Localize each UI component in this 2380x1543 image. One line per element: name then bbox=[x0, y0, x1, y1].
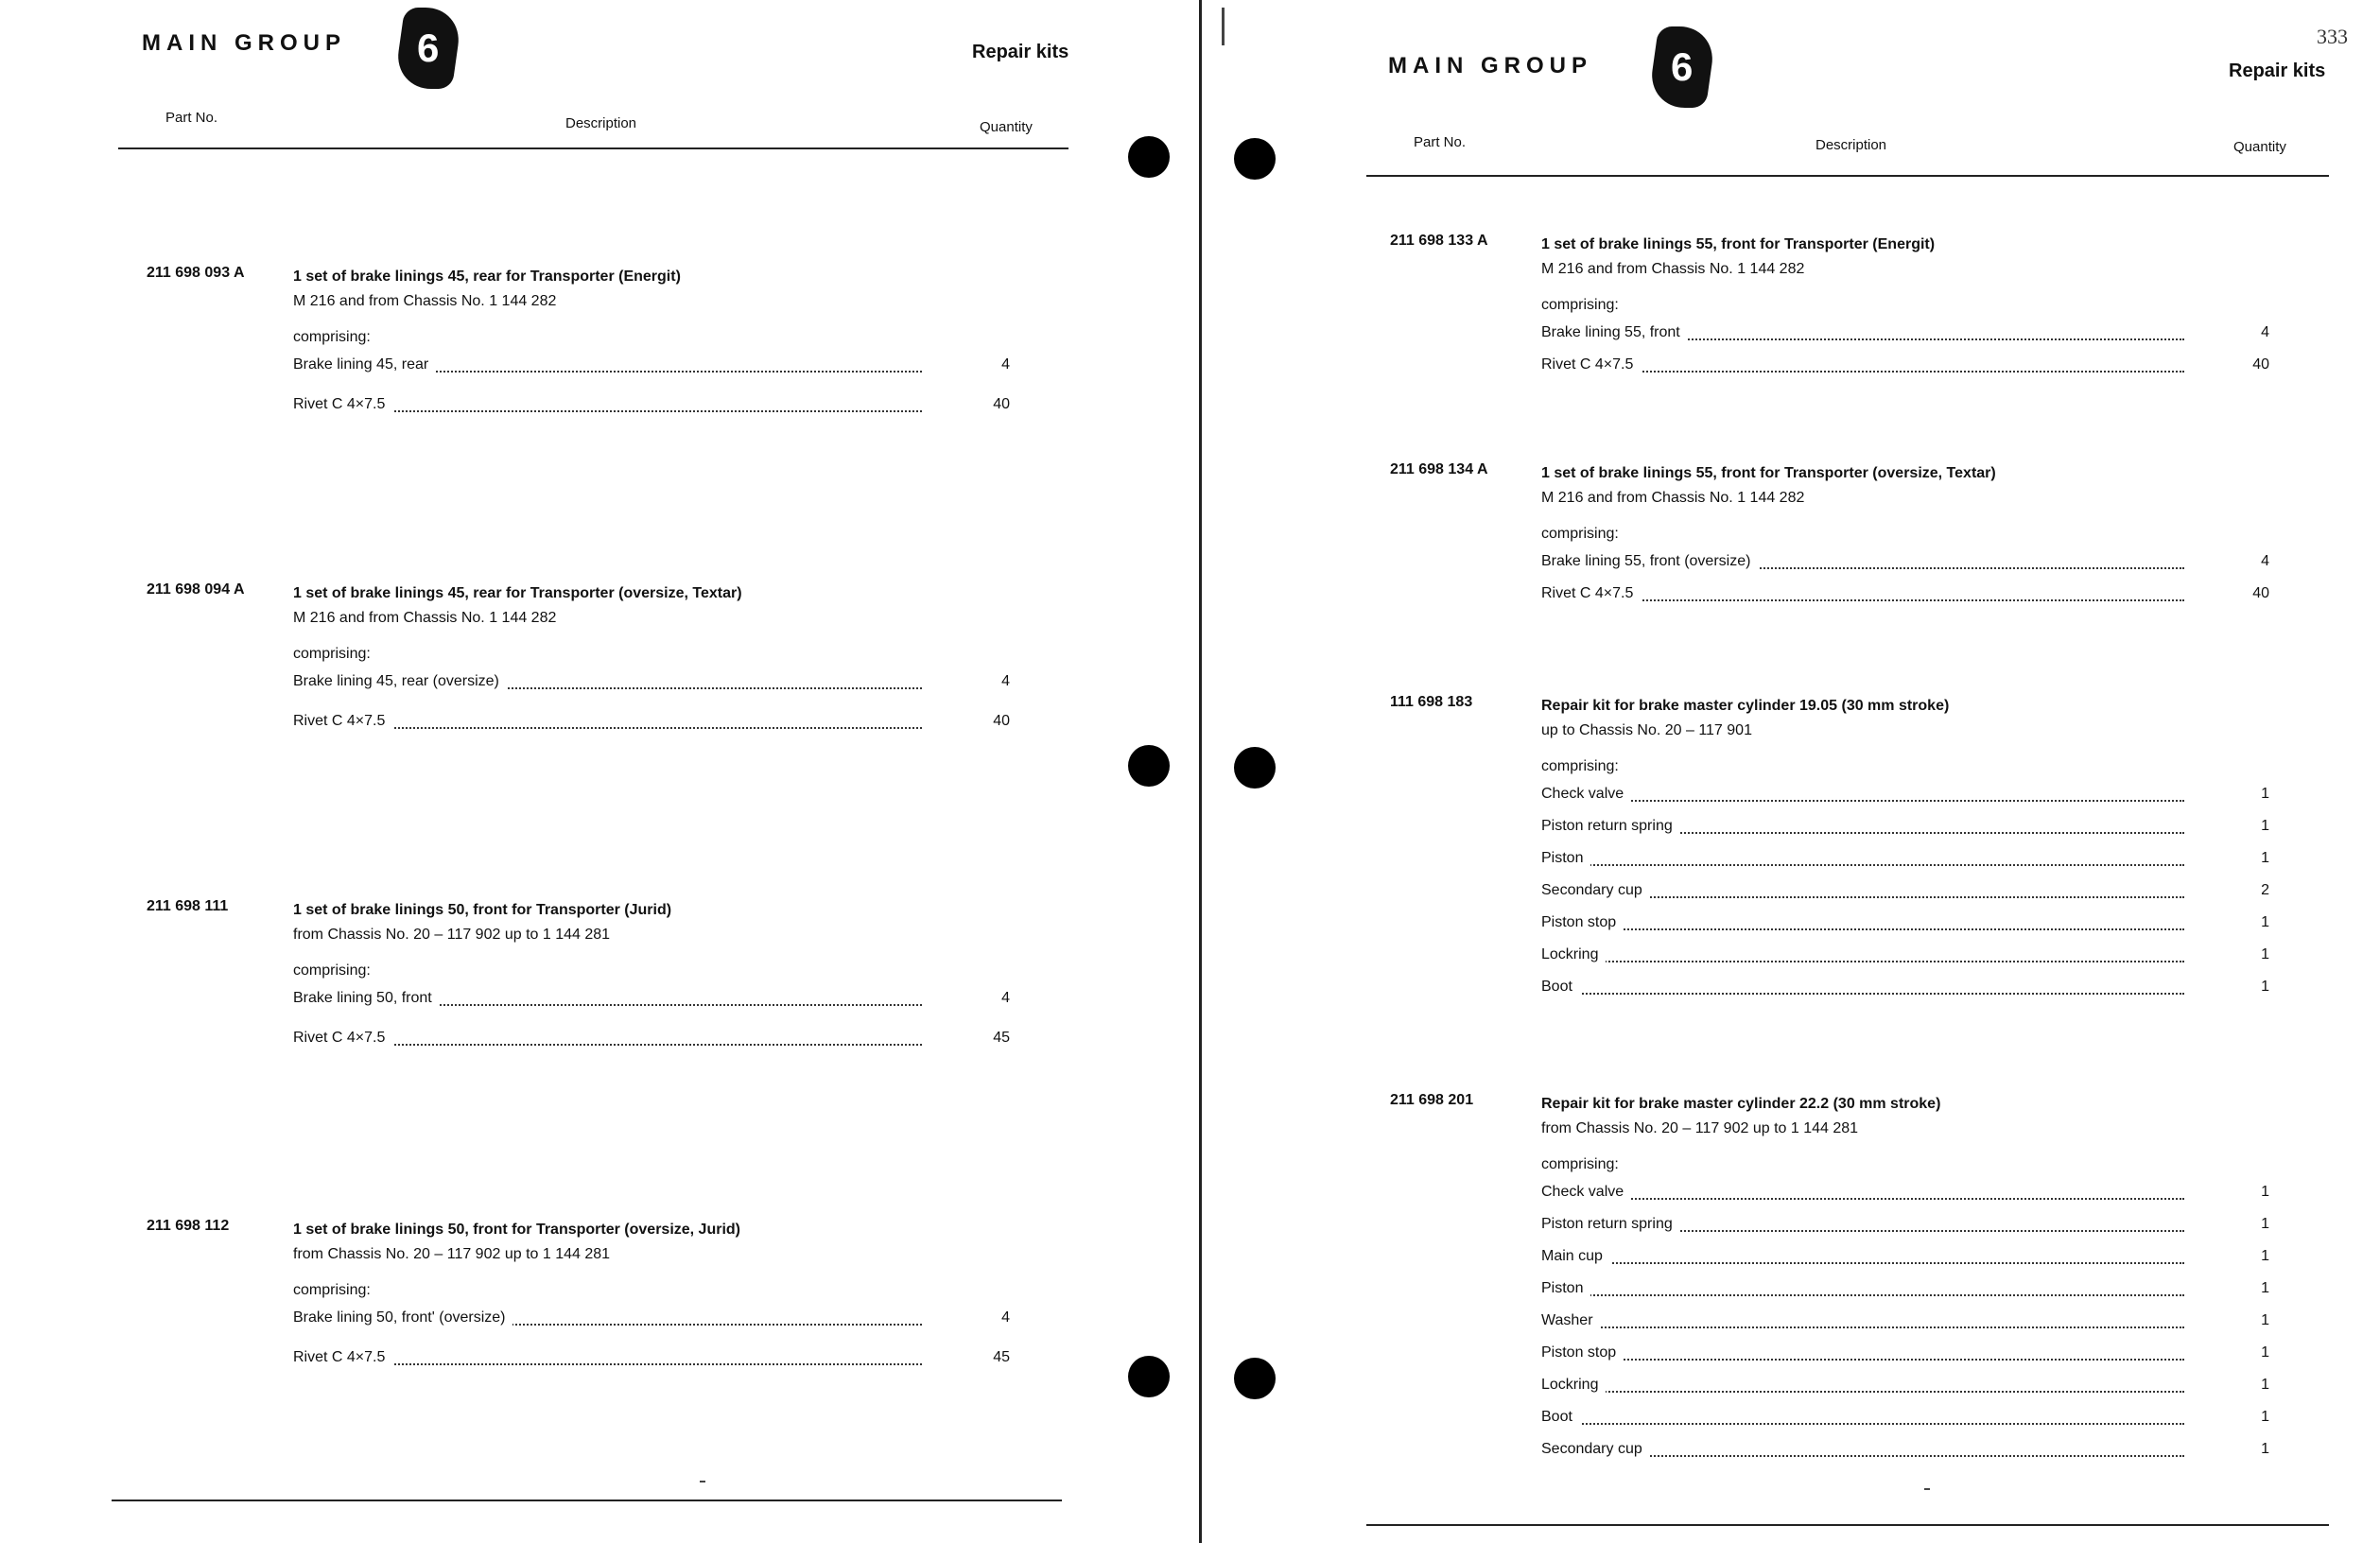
dot-leader bbox=[1541, 915, 2184, 930]
kit-subtitle: up to Chassis No. 20 – 117 901 bbox=[1541, 722, 1752, 738]
component-row bbox=[1541, 843, 2269, 876]
scan-speck bbox=[1924, 1488, 1930, 1490]
component-quantity: 1 bbox=[2261, 1184, 2269, 1200]
part-number: 111 698 183 bbox=[1390, 694, 1473, 710]
component-name: Brake lining 50, front bbox=[293, 990, 440, 1007]
part-number: 211 698 201 bbox=[1390, 1092, 1474, 1108]
component-name: Rivet C 4×7.5 bbox=[1541, 585, 1641, 602]
dot-leader bbox=[1541, 851, 2184, 866]
component-row bbox=[1541, 546, 2269, 579]
kit-subtitle: M 216 and from Chassis No. 1 144 282 bbox=[293, 610, 557, 626]
col-quantity: Quantity bbox=[980, 119, 1033, 135]
component-quantity: 1 bbox=[2261, 1248, 2269, 1264]
kit-description bbox=[1541, 461, 2269, 611]
component-row bbox=[1541, 1306, 2269, 1338]
dot-leader bbox=[1541, 787, 2184, 802]
kit-title: 1 set of brake linings 45, rear for Transporter (oversize, Textar) bbox=[293, 585, 742, 601]
component-name: Secondary cup bbox=[1541, 1441, 1650, 1458]
component-row bbox=[1541, 1209, 2269, 1241]
component-quantity: 1 bbox=[2261, 1216, 2269, 1232]
kit-title: 1 set of brake linings 50, front for Transporter (oversize, Jurid) bbox=[293, 1222, 740, 1238]
comprising-label: comprising: bbox=[293, 1282, 371, 1298]
component-row bbox=[1541, 1434, 2269, 1466]
component-row bbox=[1541, 779, 2269, 811]
component-name: Check valve bbox=[1541, 786, 1631, 803]
group-number-badge bbox=[1647, 26, 1717, 108]
component-quantity: 45 bbox=[993, 1349, 1010, 1365]
component-row bbox=[293, 706, 1010, 746]
dot-leader bbox=[1541, 1378, 2184, 1393]
component-row bbox=[1541, 1370, 2269, 1402]
component-name: Brake lining 45, rear (oversize) bbox=[293, 673, 507, 690]
col-quantity: Quantity bbox=[2233, 139, 2286, 155]
component-quantity: 4 bbox=[2261, 324, 2269, 340]
component-name: Brake lining 55, front bbox=[1541, 324, 1688, 341]
binder-hole bbox=[1128, 1356, 1170, 1397]
component-row bbox=[293, 1343, 1010, 1382]
component-name: Piston stop bbox=[1541, 1344, 1624, 1361]
component-name: Rivet C 4×7.5 bbox=[293, 1349, 392, 1366]
component-name: Rivet C 4×7.5 bbox=[293, 1030, 392, 1047]
component-row bbox=[1541, 972, 2269, 1004]
binder-hole bbox=[1234, 1358, 1276, 1399]
group-number: 6 bbox=[417, 26, 440, 70]
component-name: Piston stop bbox=[1541, 914, 1624, 931]
component-name: Rivet C 4×7.5 bbox=[293, 396, 392, 413]
component-quantity: 4 bbox=[1001, 673, 1010, 689]
component-quantity: 40 bbox=[2252, 356, 2269, 373]
dot-leader bbox=[1541, 1281, 2184, 1296]
header-rule bbox=[118, 147, 1068, 149]
component-quantity: 4 bbox=[1001, 1309, 1010, 1326]
footer-rule bbox=[1366, 1524, 2329, 1526]
comprising-label: comprising: bbox=[293, 329, 371, 345]
component-name: Secondary cup bbox=[1541, 882, 1650, 899]
component-row bbox=[1541, 908, 2269, 940]
kit-title: 1 set of brake linings 55, front for Transporter (oversize, Textar) bbox=[1541, 465, 1996, 481]
kit-description bbox=[293, 265, 1010, 429]
component-row bbox=[293, 350, 1010, 390]
binder-hole bbox=[1128, 136, 1170, 178]
component-quantity: 4 bbox=[2261, 553, 2269, 569]
component-row bbox=[293, 1303, 1010, 1343]
component-quantity: 40 bbox=[2252, 585, 2269, 601]
col-description: Description bbox=[1815, 137, 1887, 153]
component-row bbox=[1541, 1177, 2269, 1209]
component-row bbox=[293, 1023, 1010, 1063]
kit-description bbox=[1541, 694, 2269, 1004]
component-row bbox=[1541, 876, 2269, 908]
part-number: 211 698 094 A bbox=[147, 581, 245, 598]
scan-speck bbox=[700, 1481, 705, 1482]
binder-hole bbox=[1128, 745, 1170, 787]
component-name: Lockring bbox=[1541, 946, 1606, 963]
component-quantity: 2 bbox=[2261, 882, 2269, 898]
component-name: Brake lining 50, front' (oversize) bbox=[293, 1309, 512, 1326]
main-group-label: MAIN GROUP bbox=[142, 30, 346, 56]
kit-description bbox=[293, 581, 1010, 746]
dot-leader bbox=[1541, 980, 2184, 995]
kit-title: 1 set of brake linings 55, front for Transporter (Energit) bbox=[1541, 236, 1936, 252]
component-name: Piston bbox=[1541, 1280, 1590, 1297]
component-row bbox=[1541, 579, 2269, 611]
component-quantity: 45 bbox=[993, 1030, 1010, 1046]
part-number: 211 698 112 bbox=[147, 1218, 230, 1234]
dot-leader bbox=[1541, 1410, 2184, 1425]
component-row bbox=[1541, 350, 2269, 382]
comprising-label: comprising: bbox=[293, 962, 371, 979]
component-quantity: 1 bbox=[2261, 1377, 2269, 1393]
kit-description bbox=[293, 1218, 1010, 1382]
kit-subtitle: M 216 and from Chassis No. 1 144 282 bbox=[1541, 261, 1805, 277]
dot-leader bbox=[1541, 1185, 2184, 1200]
component-name: Rivet C 4×7.5 bbox=[293, 713, 392, 730]
component-name: Rivet C 4×7.5 bbox=[1541, 356, 1641, 373]
section-title: Repair kits bbox=[972, 42, 1069, 62]
section-title: Repair kits bbox=[2229, 61, 2326, 81]
component-name: Washer bbox=[1541, 1312, 1601, 1329]
kit-description bbox=[1541, 1092, 2269, 1466]
dot-leader bbox=[1541, 947, 2184, 962]
header-rule bbox=[1366, 175, 2329, 177]
component-name: Check valve bbox=[1541, 1184, 1631, 1201]
kit-subtitle: from Chassis No. 20 – 117 902 up to 1 144 281 bbox=[293, 927, 611, 943]
group-number-badge bbox=[393, 8, 463, 89]
comprising-label: comprising: bbox=[293, 646, 371, 662]
kit-title: 1 set of brake linings 45, rear for Transporter (Energit) bbox=[293, 269, 681, 285]
dot-leader bbox=[1541, 1313, 2184, 1328]
kit-subtitle: M 216 and from Chassis No. 1 144 282 bbox=[1541, 490, 1805, 506]
kit-subtitle: M 216 and from Chassis No. 1 144 282 bbox=[293, 293, 557, 309]
component-quantity: 1 bbox=[2261, 1280, 2269, 1296]
component-row bbox=[1541, 811, 2269, 843]
component-quantity: 1 bbox=[2261, 850, 2269, 866]
col-part-no: Part No. bbox=[1414, 134, 1467, 150]
right-page bbox=[1201, 0, 2380, 1543]
component-quantity: 1 bbox=[2261, 1312, 2269, 1328]
component-row bbox=[1541, 1338, 2269, 1370]
component-quantity: 1 bbox=[2261, 1409, 2269, 1425]
component-row bbox=[1541, 1241, 2269, 1274]
component-name: Lockring bbox=[1541, 1377, 1606, 1394]
component-quantity: 40 bbox=[993, 713, 1010, 729]
kit-subtitle: from Chassis No. 20 – 117 902 up to 1 144 281 bbox=[1541, 1120, 1859, 1136]
component-quantity: 1 bbox=[2261, 914, 2269, 930]
component-row bbox=[1541, 940, 2269, 972]
component-row bbox=[1541, 1274, 2269, 1306]
group-number: 6 bbox=[1671, 44, 1694, 89]
component-row bbox=[293, 983, 1010, 1023]
component-quantity: 1 bbox=[2261, 1344, 2269, 1361]
component-name: Boot bbox=[1541, 979, 1580, 996]
component-quantity: 1 bbox=[2261, 979, 2269, 995]
part-number: 211 698 133 A bbox=[1390, 233, 1488, 249]
comprising-label: comprising: bbox=[1541, 758, 1619, 774]
component-name: Piston return spring bbox=[1541, 1216, 1680, 1233]
component-quantity: 1 bbox=[2261, 818, 2269, 834]
dot-leader bbox=[1541, 1345, 2184, 1361]
component-quantity: 1 bbox=[2261, 946, 2269, 962]
component-name: Main cup bbox=[1541, 1248, 1610, 1265]
component-name: Piston bbox=[1541, 850, 1590, 867]
part-number: 211 698 134 A bbox=[1390, 461, 1488, 477]
part-number: 211 698 093 A bbox=[147, 265, 245, 281]
kit-description bbox=[293, 898, 1010, 1063]
kit-title: 1 set of brake linings 50, front for Transporter (Jurid) bbox=[293, 902, 672, 918]
binder-hole bbox=[1234, 747, 1276, 789]
component-quantity: 1 bbox=[2261, 1441, 2269, 1457]
component-row bbox=[293, 390, 1010, 429]
comprising-label: comprising: bbox=[1541, 526, 1619, 542]
comprising-label: comprising: bbox=[1541, 1156, 1619, 1172]
component-name: Boot bbox=[1541, 1409, 1580, 1426]
binder-hole bbox=[1234, 138, 1276, 180]
component-row bbox=[293, 667, 1010, 706]
component-name: Piston return spring bbox=[1541, 818, 1680, 835]
footer-rule bbox=[112, 1500, 1062, 1501]
col-description: Description bbox=[565, 115, 637, 131]
col-part-no: Part No. bbox=[165, 110, 218, 126]
component-row bbox=[1541, 1402, 2269, 1434]
component-name: Brake lining 55, front (oversize) bbox=[1541, 553, 1758, 570]
component-quantity: 4 bbox=[1001, 990, 1010, 1006]
kit-title: Repair kit for brake master cylinder 19.05 (30 mm stroke) bbox=[1541, 698, 1950, 714]
component-row bbox=[1541, 318, 2269, 350]
component-quantity: 40 bbox=[993, 396, 1010, 412]
page-number: 333 bbox=[2317, 25, 2348, 48]
part-number: 211 698 111 bbox=[147, 898, 229, 914]
component-quantity: 4 bbox=[1001, 356, 1010, 373]
kit-subtitle: from Chassis No. 20 – 117 902 up to 1 144 281 bbox=[293, 1246, 611, 1262]
kit-title: Repair kit for brake master cylinder 22.2 (30 mm stroke) bbox=[1541, 1096, 1941, 1112]
comprising-label: comprising: bbox=[1541, 297, 1619, 313]
dot-leader bbox=[1541, 1249, 2184, 1264]
main-group-label: MAIN GROUP bbox=[1388, 53, 1592, 78]
component-name: Brake lining 45, rear bbox=[293, 356, 436, 373]
kit-description bbox=[1541, 233, 2269, 382]
component-quantity: 1 bbox=[2261, 786, 2269, 802]
